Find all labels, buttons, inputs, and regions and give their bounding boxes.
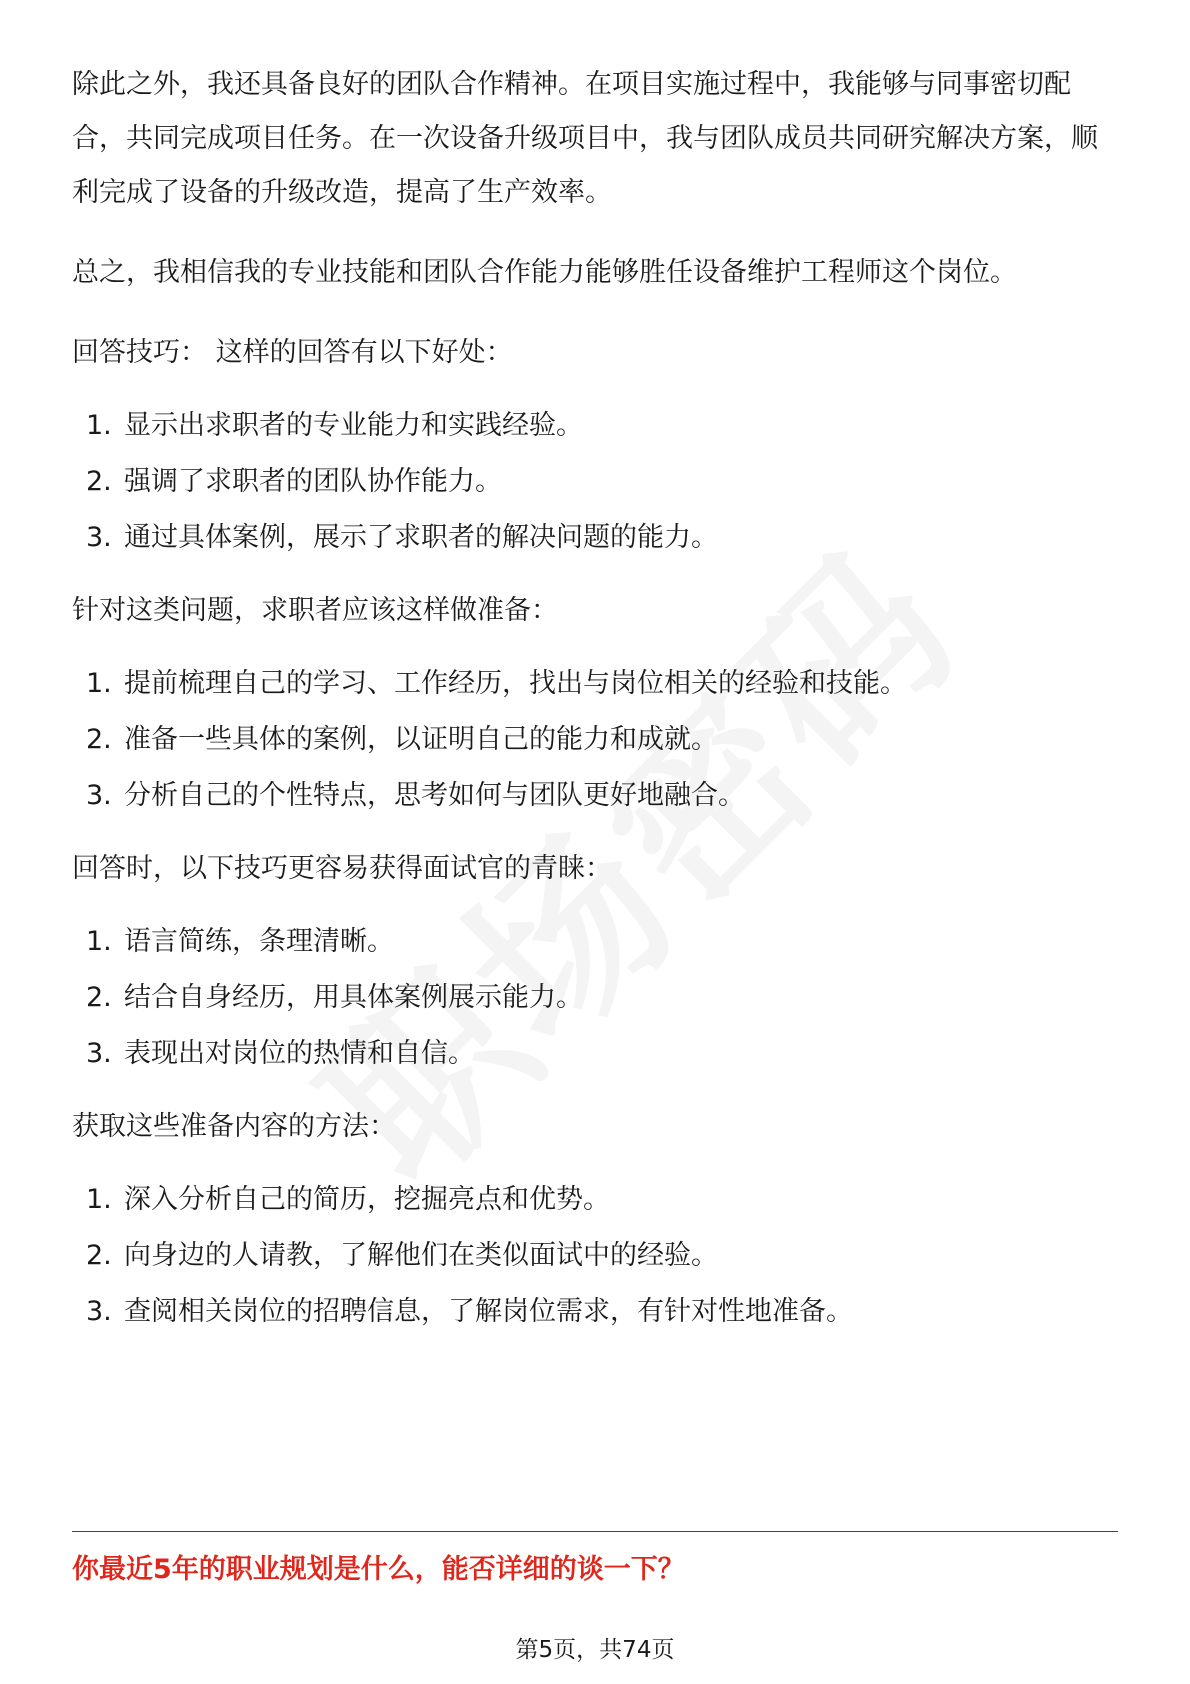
- list-methods: [72, 1172, 1118, 1340]
- paragraph-summary: 总之，我相信我的专业技能和团队合作能力能够胜任设备维护工程师这个岗位。: [72, 257, 1017, 288]
- list-item: 3. 表现出对岗位的热情和自信。: [86, 1038, 475, 1069]
- paragraph-preparation: 针对这类问题，求职者应该这样做准备：: [72, 595, 558, 626]
- paragraph-answer-tips: 回答技巧： 这样的回答有以下好处：: [72, 337, 513, 368]
- list-item: 2. 强调了求职者的团队协作能力。: [86, 466, 502, 497]
- list-item: 2. 准备一些具体的案例，以证明自己的能力和成就。: [86, 724, 718, 755]
- list-item: 1. 深入分析自己的简历，挖掘亮点和优势。: [86, 1184, 610, 1215]
- list-item: 2. 向身边的人请教，了解他们在类似面试中的经验。: [86, 1240, 718, 1271]
- list-benefits: [72, 398, 1118, 566]
- page-footer: 第5页，共74页: [515, 1637, 675, 1663]
- paragraph-methods: 获取这些准备内容的方法：: [72, 1111, 396, 1142]
- list-item: 3. 查阅相关岗位的招聘信息，了解岗位需求，有针对性地准备。: [86, 1296, 853, 1327]
- list-item: 1. 语言简练，条理清晰。: [86, 926, 394, 957]
- paragraph-teamwork: 除此之外，我还具备良好的团队合作精神。在项目实施过程中，我能够与同事密切配合，共同完成项目任务。在一次设备升级项目中，我与团队成员共同研究解决方案，顺利完成了设备的升级改造，提高了生产效率。: [72, 69, 1098, 208]
- list-item: 1. 提前梳理自己的学习、工作经历，找出与岗位相关的经验和技能。: [86, 668, 907, 699]
- list-item: 3. 通过具体案例，展示了求职者的解决问题的能力。: [86, 522, 718, 553]
- list-item: 1. 显示出求职者的专业能力和实践经验。: [86, 410, 583, 441]
- list-techniques: [72, 914, 1118, 1082]
- list-item: 3. 分析自己的个性特点，思考如何与团队更好地融合。: [86, 780, 745, 811]
- document-body: [72, 58, 1118, 1340]
- paragraph-techniques: 回答时，以下技巧更容易获得面试官的青睐：: [72, 853, 612, 884]
- next-question-heading: 你最近5年的职业规划是什么，能否详细的谈一下？: [72, 1554, 685, 1585]
- list-item: 2. 结合自身经历，用具体案例展示能力。: [86, 982, 583, 1013]
- list-preparation: [72, 656, 1118, 824]
- section-divider: [72, 1531, 1118, 1532]
